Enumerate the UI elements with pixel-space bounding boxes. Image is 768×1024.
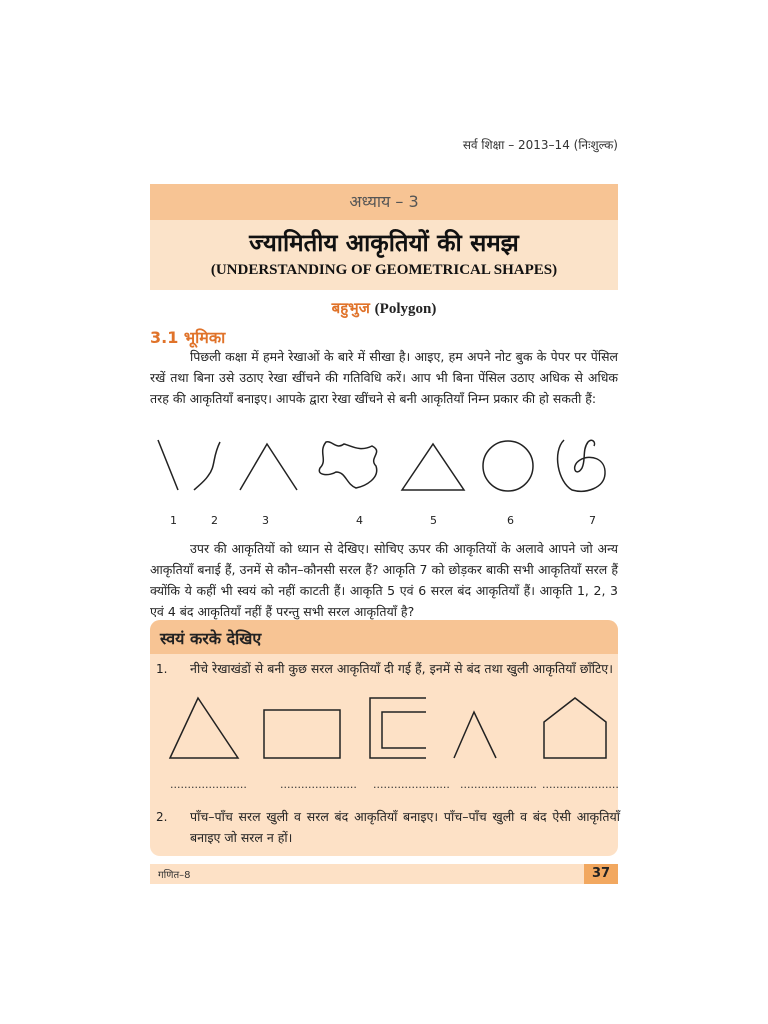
item-1-text: नीचे रेखाखंडों से बनी कुछ सरल आकृतियाँ दी गई हैं, इनमें से बंद तथा खुली आकृतियाँ छाँटिए।	[190, 661, 613, 676]
answer-blank-3[interactable]: ......................	[373, 778, 450, 791]
exercise-nested-squares-inner	[382, 712, 426, 748]
discussion-paragraph: उपर की आकृतियों को ध्यान से देखिए। सोचिए ऊपर की आकृतियों के अलावे आपने जो अन्य आकृतियाँ बनाई हैं, उनमें से कौन–कौनसी सरल हैं? आकृति 7 को छोड़कर बाकी सभी आकृतियाँ सरल हैं क्योंकि ये कहीं भी स्वयं को नहीं काटती हैं। आकृति 5 एवं 6 सरल बंद आकृतियाँ हैं। आकृति 1, 2, 3 एवं 4 बंद आकृतियाँ नहीं हैं परन्तु सभी सरल आकृतियाँ है?	[150, 541, 618, 619]
figure-2-curve	[194, 442, 220, 490]
answer-blank-1[interactable]: ......................	[170, 778, 247, 791]
figure-label-6: 6	[507, 514, 514, 527]
chapter-title-english: (UNDERSTANDING OF GEOMETRICAL SHAPES)	[210, 262, 558, 278]
chapter-title-hindi: ज्यामितीय आकृतियों की समझ	[249, 229, 519, 257]
header-note: सर्व शिक्षा – 2013–14 (निःशुल्क)	[462, 138, 618, 152]
section-heading: 3.1 भूमिका	[150, 328, 226, 347]
figure-label-3: 3	[262, 514, 269, 527]
polygon-heading	[150, 298, 618, 318]
figure-label-1: 1	[170, 514, 177, 527]
figure-5-triangle	[402, 444, 464, 490]
footer-subject: गणित–8	[158, 870, 191, 881]
exercise-triangle	[170, 698, 238, 758]
exercise-nested-squares-outer	[370, 698, 426, 758]
polygon-heading-hindi: बहुभुज	[331, 299, 370, 317]
exercise-rectangle	[264, 710, 340, 758]
page-number: 37	[584, 864, 618, 884]
figure-1-line	[158, 440, 178, 490]
figures-row	[150, 432, 620, 542]
item-2-number: 2.	[156, 810, 168, 824]
figure-4-blob	[319, 442, 376, 488]
figure-7-crossing-curve	[558, 440, 605, 491]
figure-label-4: 4	[356, 514, 363, 527]
figure-3-angle	[240, 444, 297, 490]
chapter-label: अध्याय – 3	[349, 192, 419, 211]
exercise-open-angle	[454, 712, 496, 758]
figure-label-7: 7	[589, 514, 596, 527]
item-1-number: 1.	[156, 662, 168, 676]
answer-blank-4[interactable]: ......................	[460, 778, 537, 791]
try-it-heading: स्वयं करके देखिए	[160, 629, 262, 648]
footer-band	[150, 864, 618, 884]
item-2-text: पाँच–पाँच सरल खुली व सरल बंद आकृतियाँ बनाइए। पाँच–पाँच खुली व बंद ऐसी आकृतियाँ बनाइए जो सरल न हों।	[190, 809, 620, 845]
figure-label-2: 2	[211, 514, 218, 527]
exercise-pentagon	[544, 698, 606, 758]
figure-6-circle	[483, 441, 533, 491]
exercise-shapes	[150, 692, 618, 764]
polygon-heading-english: (Polygon)	[374, 301, 437, 317]
answer-blank-2[interactable]: ......................	[280, 778, 357, 791]
answer-blank-5[interactable]: ......................	[542, 778, 619, 791]
figure-label-5: 5	[430, 514, 437, 527]
intro-paragraph: पिछली कक्षा में हमने रेखाओं के बारे में सीखा है। आइए, हम अपने नोट बुक के पेपर पर पेंसिल रखें तथा बिना उसे उठाए रेखा खींचने की गतिविधि करें। आप भी बिना पेंसिल उठाए अधिक से अधिक तरह की आकृतियाँ बनाइए। आपके द्वारा रेखा खींचने से बनी आकृतियाँ निम्न प्रकार की हो सकती हैं:	[150, 349, 618, 406]
